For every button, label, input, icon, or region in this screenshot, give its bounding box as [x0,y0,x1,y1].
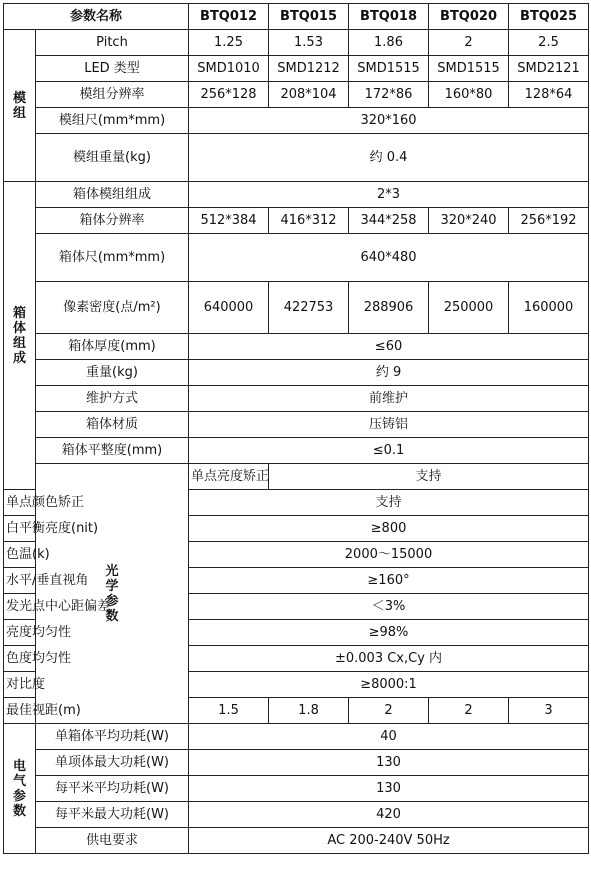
header-row [4,4,589,30]
cell-value: ≥98% [189,620,589,646]
row-label: 箱体平整度(mm) [36,438,189,464]
cell-value: ＜3% [189,594,589,620]
cell-value: 416*312 [269,208,349,234]
table-row [4,828,589,854]
row-label: 单点颜色矫正 [4,490,36,516]
cell-value: 344*258 [349,208,429,234]
cell-value: 40 [189,724,589,750]
cell-value: 2.5 [509,30,589,56]
cell-value: SMD1515 [349,56,429,82]
cell-value: 前维护 [189,386,589,412]
row-label: 模组重量(kg) [36,134,189,182]
cell-value: 压铸铝 [189,412,589,438]
cell-value: SMD1212 [269,56,349,82]
row-label: 箱体分辨率 [36,208,189,234]
cell-value: 256*128 [189,82,269,108]
row-label: 维护方式 [36,386,189,412]
row-label: 像素密度(点/m²) [36,282,189,334]
spec-table [3,3,589,854]
cell-value: 1.8 [269,698,349,724]
table-row [4,464,589,490]
cell-value: 320*240 [429,208,509,234]
cell-value: 2 [429,30,509,56]
cell-value: 约 9 [189,360,589,386]
cell-value: 2000～15000 [189,542,589,568]
cell-value: 422753 [269,282,349,334]
row-label: 箱体尺(mm*mm) [36,234,189,282]
cell-value: SMD2121 [509,56,589,82]
row-label: 发光点中心距偏差 [4,594,36,620]
cell-value: SMD1515 [429,56,509,82]
cell-value: SMD1010 [189,56,269,82]
cell-value: ≤0.1 [189,438,589,464]
table-row [4,208,589,234]
row-label: 箱体材质 [36,412,189,438]
group-label-electrical: 电 气 参 数 [4,724,36,854]
cell-value: 640000 [189,282,269,334]
cell-value: 250000 [429,282,509,334]
row-label: 色度均匀性 [4,646,36,672]
row-label: 模组分辨率 [36,82,189,108]
row-label: 供电要求 [36,828,189,854]
cell-value: 130 [189,776,589,802]
cell-value: 208*104 [269,82,349,108]
cell-value: 288906 [349,282,429,334]
cell-value: ±0.003 Cx,Cy 内 [189,646,589,672]
header-model: BTQ012 [189,4,269,30]
cell-value: 2 [349,698,429,724]
cell-value: 160*80 [429,82,509,108]
cell-value: 128*64 [509,82,589,108]
row-label: 水平/垂直视角 [4,568,36,594]
cell-value: 3 [509,698,589,724]
cell-value: 1.25 [189,30,269,56]
row-label: 每平米最大功耗(W) [36,802,189,828]
cell-value: 320*160 [189,108,589,134]
table-row [4,134,589,182]
row-label: 最佳视距(m) [4,698,36,724]
group-label-module: 模 组 [4,30,36,182]
row-label: 模组尺(mm*mm) [36,108,189,134]
cell-value: 支持 [269,464,589,490]
cell-value: 1.86 [349,30,429,56]
table-row [4,182,589,208]
row-label: LED 类型 [36,56,189,82]
row-label: 单箱体平均功耗(W) [36,724,189,750]
header-model: BTQ020 [429,4,509,30]
row-label: 单项体最大功耗(W) [36,750,189,776]
header-model: BTQ018 [349,4,429,30]
table-row [4,82,589,108]
table-row [4,360,589,386]
cell-value: 130 [189,750,589,776]
row-label: 亮度均匀性 [4,620,36,646]
cell-value: 420 [189,802,589,828]
cell-value: 160000 [509,282,589,334]
cell-value: 640*480 [189,234,589,282]
cell-value: AC 200-240V 50Hz [189,828,589,854]
table-row [4,802,589,828]
cell-value: 172*86 [349,82,429,108]
cell-value: ≤60 [189,334,589,360]
table-row [4,386,589,412]
row-label: 色温(k) [4,542,36,568]
table-row [4,724,589,750]
group-label-cabinet: 箱 体 组 成 [4,182,36,490]
table-row [4,30,589,56]
row-label: 对比度 [4,672,36,698]
table-row [4,750,589,776]
header-param-title: 参数名称 [4,4,189,30]
table-row [4,776,589,802]
header-model: BTQ015 [269,4,349,30]
row-label: 每平米平均功耗(W) [36,776,189,802]
row-label: 白平衡亮度(nit) [4,516,36,542]
group-label-optical: 光 学 参 数 [36,464,189,724]
cell-value: 1.5 [189,698,269,724]
table-row [4,56,589,82]
cell-value: 支持 [189,490,589,516]
cell-value: ≥8000:1 [189,672,589,698]
table-row [4,282,589,334]
cell-value: 256*192 [509,208,589,234]
table-row [4,438,589,464]
table-row [4,412,589,438]
row-label: 箱体厚度(mm) [36,334,189,360]
cell-value: 1.53 [269,30,349,56]
table-row [4,334,589,360]
table-row [4,108,589,134]
cell-value: 约 0.4 [189,134,589,182]
row-label: 单点亮度矫正 [189,464,269,490]
table-row [4,234,589,282]
cell-value: 2*3 [189,182,589,208]
row-label: 箱体模组组成 [36,182,189,208]
cell-value: ≥800 [189,516,589,542]
row-label: Pitch [36,30,189,56]
row-label: 重量(kg) [36,360,189,386]
cell-value: ≥160° [189,568,589,594]
cell-value: 2 [429,698,509,724]
header-model: BTQ025 [509,4,589,30]
cell-value: 512*384 [189,208,269,234]
